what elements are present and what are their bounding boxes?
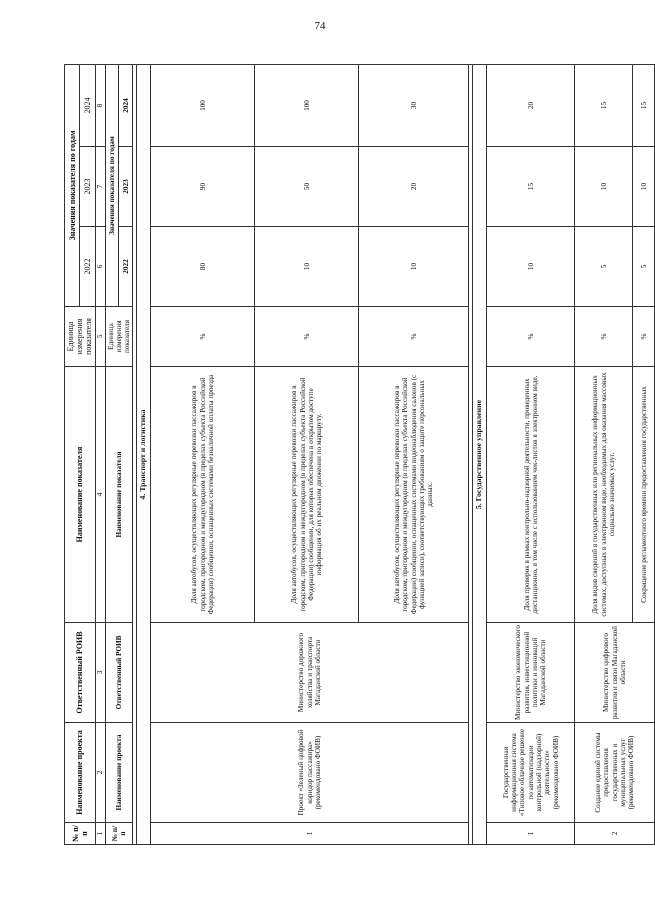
indicator-row: [151, 65, 255, 845]
section-title: 5. Государственное управление: [473, 65, 487, 845]
value-2023: 10: [575, 147, 633, 227]
header-roiv: Ответственный РОИВ: [105, 623, 133, 723]
value-2023: 50: [255, 147, 359, 227]
project-name: Государственная информационная система «Типовое облачное решение по автоматизации контрольной (надзорной) деятельности» (рекомендовано ФОИВ): [487, 723, 575, 823]
project-roiv: Министерство дорожного хозяйства и транспорта Магаданской области: [151, 623, 469, 723]
indicator-unit: %: [151, 307, 255, 367]
project-roiv: Министерство экономического развития, инвестиционной политики и инноваций Магаданской области: [487, 623, 575, 723]
project-num: 2: [575, 823, 655, 845]
header-values-group: Значения показателя по годам: [105, 65, 119, 307]
header-year: 2022: [119, 227, 133, 307]
header-values-group: Значения показателя по годам: [65, 65, 80, 307]
value-2024: 20: [487, 65, 575, 147]
header-year: 2024: [119, 65, 133, 147]
rotated-table-container: [64, 65, 648, 845]
column-numbers-row: [95, 65, 105, 845]
section-row: [473, 65, 487, 845]
value-2022: 10: [255, 227, 359, 307]
value-2023: 10: [633, 147, 655, 227]
project-roiv: Министерство цифрового развития и связи Магаданской области: [575, 623, 655, 723]
value-2022: 10: [359, 227, 469, 307]
value-2023: 15: [487, 147, 575, 227]
value-2022: 5: [575, 227, 633, 307]
project-num: 1: [487, 823, 575, 845]
indicator-unit: %: [633, 307, 655, 367]
value-2024: 15: [575, 65, 633, 147]
header-indicator: Наименование показателя: [65, 367, 96, 623]
value-2024: 15: [633, 65, 655, 147]
indicators-table: [64, 64, 655, 845]
project-name: Создание единой системы предоставления государственных и муниципальных услуг (рекомендовано ФОИВ): [575, 723, 655, 823]
header-year: 2024: [80, 65, 95, 147]
value-2022: 80: [151, 227, 255, 307]
indicator-name: Доля видов сведений в государственных или региональных информационных системах, доступных в электронном виде, необходимых для оказания массовых социально значимых услуг.: [575, 367, 633, 623]
column-number: 7: [95, 147, 105, 227]
column-number: 3: [95, 623, 105, 723]
section-title: 4. Транспорт и логистика: [137, 65, 151, 845]
column-number: 1: [95, 823, 105, 845]
column-number: 2: [95, 723, 105, 823]
indicator-name: Доля проверок в рамках контрольно-надзорной деятельности, проведенных дистанционно, в том числе с использованием чек-листов в электронном виде.: [487, 367, 575, 623]
indicator-row: [575, 65, 633, 845]
header-num: № п/п: [65, 823, 96, 845]
column-number: 6: [95, 227, 105, 307]
header-project: Наименование проекта: [65, 723, 96, 823]
indicator-unit: %: [255, 307, 359, 367]
header-unit: Единица измерения показателя: [105, 307, 133, 367]
value-2024: 100: [255, 65, 359, 147]
column-number: 8: [95, 65, 105, 147]
header-unit: Единица измерения показателя: [65, 307, 96, 367]
column-number: 5: [95, 307, 105, 367]
header-year: 2023: [80, 147, 95, 227]
value-2022: 5: [633, 227, 655, 307]
value-2023: 90: [151, 147, 255, 227]
header-row: [65, 65, 80, 845]
header-year: 2022: [80, 227, 95, 307]
value-2023: 20: [359, 147, 469, 227]
indicator-unit: %: [575, 307, 633, 367]
value-2022: 10: [487, 227, 575, 307]
project-num: 1: [151, 823, 469, 845]
indicator-unit: %: [359, 307, 469, 367]
section-row: [137, 65, 151, 845]
header-roiv: Ответственный РОИВ: [65, 623, 96, 723]
value-2024: 30: [359, 65, 469, 147]
indicator-name: Сокращение регламентного времени предоставления государственных: [633, 367, 655, 623]
column-number: 4: [95, 367, 105, 623]
indicator-row: [487, 65, 575, 845]
header-indicator: Наименование показателя: [105, 367, 133, 623]
indicator-name: Доля автобусов, осуществляющих регулярные перевозки пассажиров в городском, пригородном и междугородном (в пределах субъекта Российской Федерации) сообщении, оснащенных системами видеонаблюдения салонов (с функцией записи), соответствующих требованиям о защите персональных данных.: [359, 367, 469, 623]
value-2024: 100: [151, 65, 255, 147]
indicator-name: Доля автобусов, осуществляющих регулярные перевозки пассажиров в городском, пригородном и междугородном (в пределах субъекта Российской Федерации) сообщении, для которых обеспечена в открытом доступе информация об их реальном движении по маршруту.: [255, 367, 359, 623]
header-project: Наименование проекта: [105, 723, 133, 823]
indicator-name: Доля автобусов, осуществляющих регулярные перевозки пассажиров в городском, пригородном и междугородном (в пределах субъекта Российской Федерации) сообщении, оснащенных системами безналичной оплаты проезда: [151, 367, 255, 623]
header-year: 2023: [119, 147, 133, 227]
repeat-header-row: [105, 65, 119, 845]
header-num: № п/п: [105, 823, 133, 845]
project-name: Проект «Зеленый цифровой коридор пассажира» (рекомендовано ФОИВ): [151, 723, 469, 823]
page-number: 74: [314, 20, 326, 32]
indicator-unit: %: [487, 307, 575, 367]
